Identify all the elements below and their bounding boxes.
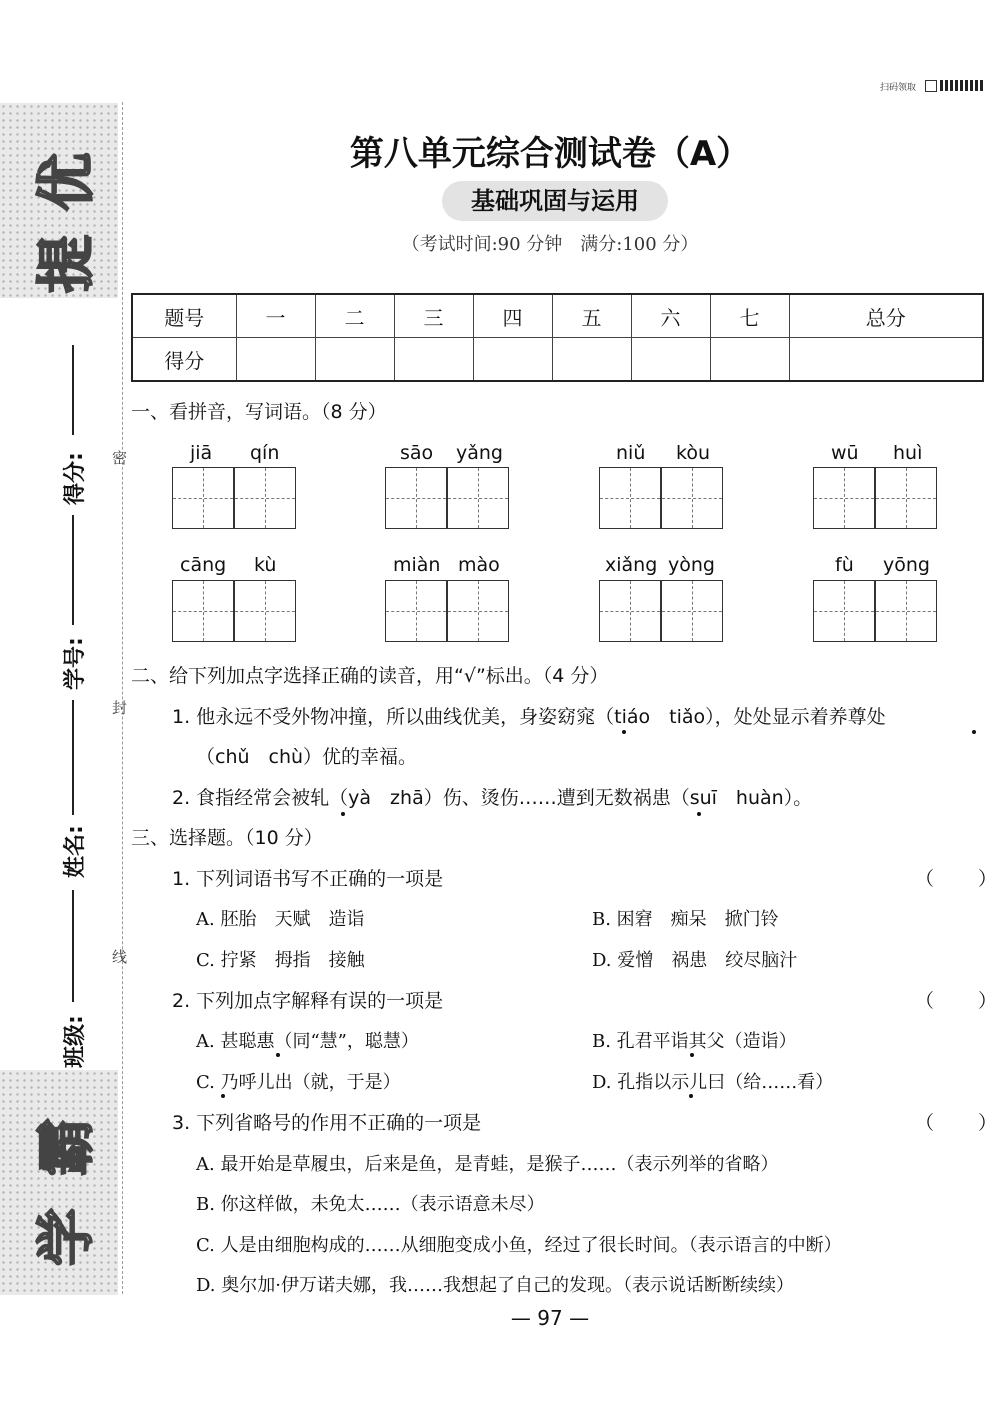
pinyin: niǔ bbox=[616, 442, 646, 464]
option-d[interactable]: D. 奥尔加·伊万诺夫娜，我……我想起了自己的发现。（表示说话断断续续） bbox=[196, 1275, 794, 1296]
question-2-1: 1. 他永远不受外物冲撞，所以曲线优美，身姿窈窕（tiáo tiǎo），处处显示着养尊处 bbox=[172, 706, 886, 728]
writing-grid[interactable] bbox=[813, 467, 875, 529]
table-cell: 五 bbox=[552, 294, 631, 338]
brand-logo bbox=[940, 80, 984, 91]
table-cell: 四 bbox=[473, 294, 552, 338]
seal-char-feng: 封 bbox=[112, 699, 128, 717]
writing-grid[interactable] bbox=[234, 580, 296, 642]
option-d[interactable]: D. 孔指以示儿曰（给……看） bbox=[592, 1072, 834, 1093]
pinyin: kòu bbox=[676, 442, 710, 464]
table-cell: 二 bbox=[315, 294, 394, 338]
scan-code-label: 扫码领取 bbox=[880, 83, 917, 93]
question-3-2: 2. 下列加点字解释有误的一项是 bbox=[172, 990, 444, 1012]
exam-info: （考试时间:90 分钟 满分:100 分） bbox=[401, 234, 699, 255]
score-input-cell[interactable] bbox=[315, 338, 394, 382]
score-input-cell[interactable] bbox=[473, 338, 552, 382]
writing-grid[interactable] bbox=[172, 467, 234, 529]
option-a[interactable]: A. 胚胎 天赋 造诣 bbox=[196, 909, 365, 930]
writing-grid[interactable] bbox=[875, 467, 937, 529]
table-cell: 七 bbox=[710, 294, 789, 338]
emphasis-dot bbox=[276, 1053, 280, 1057]
emphasis-dot bbox=[690, 1053, 694, 1057]
option-d[interactable]: D. 爱憎 祸患 绞尽脑汁 bbox=[592, 950, 798, 971]
writing-grid[interactable] bbox=[447, 467, 509, 529]
option-b[interactable]: B. 你这样做，未免太……（表示语意未尽） bbox=[196, 1194, 545, 1215]
pinyin: xiǎng bbox=[605, 554, 658, 576]
score-input-cell[interactable] bbox=[394, 338, 473, 382]
emphasis-dot bbox=[221, 1094, 225, 1098]
question-2-1-continued: （chǔ chù）优的幸福。 bbox=[196, 746, 418, 768]
pinyin: fù bbox=[835, 554, 854, 576]
side-label-student-id: 学号: bbox=[63, 637, 88, 690]
page-number: — 97 — bbox=[510, 1306, 590, 1330]
option-a[interactable]: A. 甚聪惠（同“慧”，聪慧） bbox=[196, 1031, 419, 1052]
side-char-top-1: 优 bbox=[32, 153, 100, 212]
option-c[interactable]: C. 乃呼儿出（就，于是） bbox=[196, 1072, 401, 1093]
pinyin: yòng bbox=[668, 554, 715, 576]
answer-blank[interactable]: （ ） bbox=[915, 990, 1000, 1012]
score-input-cell[interactable] bbox=[552, 338, 631, 382]
side-label-name: 姓名: bbox=[63, 825, 88, 878]
answer-blank[interactable]: （ ） bbox=[915, 868, 1000, 890]
emphasis-dot bbox=[697, 812, 701, 816]
writing-grid[interactable] bbox=[447, 580, 509, 642]
side-label-class: 班级: bbox=[63, 1015, 88, 1068]
score-input-cell[interactable] bbox=[236, 338, 315, 382]
seal-char-mi: 密 bbox=[112, 449, 128, 467]
side-line bbox=[72, 345, 74, 435]
option-c[interactable]: C. 人是由细胞构成的……从细胞变成小鱼，经过了很长时间。（表示语言的中断） bbox=[196, 1235, 842, 1256]
table-cell: 总分 bbox=[789, 294, 983, 338]
table-cell: 一 bbox=[236, 294, 315, 338]
side-line bbox=[72, 890, 74, 1002]
score-input-cell[interactable] bbox=[710, 338, 789, 382]
side-line bbox=[72, 515, 74, 625]
table-cell: 六 bbox=[631, 294, 710, 338]
side-char-top-0: 提 bbox=[32, 235, 100, 294]
answer-blank[interactable]: （ ） bbox=[915, 1112, 1000, 1134]
pinyin: yǎng bbox=[456, 442, 503, 464]
page-title: 第八单元综合测试卷（A） bbox=[349, 134, 751, 174]
emphasis-dot bbox=[689, 1094, 693, 1098]
option-b[interactable]: B. 孔君平诣其父（造诣） bbox=[592, 1031, 797, 1052]
question-3-3: 3. 下列省略号的作用不正确的一项是 bbox=[172, 1112, 482, 1134]
question-3-1: 1. 下列词语书写不正确的一项是 bbox=[172, 868, 444, 890]
table-row bbox=[132, 294, 983, 338]
pinyin: cāng bbox=[180, 554, 227, 576]
pinyin: wū bbox=[831, 442, 859, 464]
pinyin: qín bbox=[250, 442, 280, 464]
writing-grid[interactable] bbox=[385, 580, 447, 642]
side-char-bottom-1: 霸 bbox=[32, 1118, 100, 1177]
pinyin: miàn bbox=[393, 554, 441, 576]
score-input-cell[interactable] bbox=[631, 338, 710, 382]
writing-grid[interactable] bbox=[875, 580, 937, 642]
emphasis-dot bbox=[341, 812, 345, 816]
table-cell: 得分 bbox=[132, 338, 236, 382]
subtitle-badge: 基础巩固与运用 bbox=[442, 181, 668, 221]
section1-heading: 一、看拼音，写词语。（8 分） bbox=[131, 401, 387, 423]
pinyin: huì bbox=[893, 442, 923, 464]
side-line bbox=[72, 700, 74, 815]
score-input-cell[interactable] bbox=[789, 338, 983, 382]
pinyin: yōng bbox=[883, 554, 930, 576]
table-cell: 题号 bbox=[132, 294, 236, 338]
writing-grid[interactable] bbox=[661, 467, 723, 529]
writing-grid[interactable] bbox=[385, 467, 447, 529]
pinyin: jiā bbox=[190, 442, 213, 464]
section3-heading: 三、选择题。（10 分） bbox=[131, 827, 323, 849]
option-c[interactable]: C. 拧紧 拇指 接触 bbox=[196, 950, 365, 971]
emphasis-dot bbox=[622, 730, 626, 734]
pinyin: kù bbox=[254, 554, 277, 576]
writing-grid[interactable] bbox=[813, 580, 875, 642]
qr-logo-icon bbox=[925, 80, 937, 92]
table-cell: 三 bbox=[394, 294, 473, 338]
table-row bbox=[132, 338, 983, 382]
pinyin: mào bbox=[458, 554, 500, 576]
section2-heading: 二、给下列加点字选择正确的读音，用“√”标出。（4 分） bbox=[131, 665, 609, 687]
writing-grid[interactable] bbox=[599, 467, 661, 529]
side-label-score: 得分: bbox=[63, 452, 88, 505]
writing-grid[interactable] bbox=[234, 467, 296, 529]
writing-grid[interactable] bbox=[661, 580, 723, 642]
side-char-bottom-0: 学 bbox=[32, 1208, 100, 1267]
writing-grid[interactable] bbox=[172, 580, 234, 642]
seal-char-xian: 线 bbox=[112, 948, 128, 966]
pinyin: sāo bbox=[400, 442, 434, 464]
emphasis-dot bbox=[972, 730, 976, 734]
question-2-2: 2. 食指经常会被轧（yà zhā）伤、烫伤……遭到无数祸患（suī huàn）。 bbox=[172, 787, 813, 809]
option-a[interactable]: A. 最开始是草履虫，后来是鱼，是青蛙，是猴子……（表示列举的省略） bbox=[196, 1154, 779, 1175]
writing-grid[interactable] bbox=[599, 580, 661, 642]
option-b[interactable]: B. 困窘 痴呆 掀门铃 bbox=[592, 909, 779, 930]
score-table bbox=[131, 293, 984, 382]
